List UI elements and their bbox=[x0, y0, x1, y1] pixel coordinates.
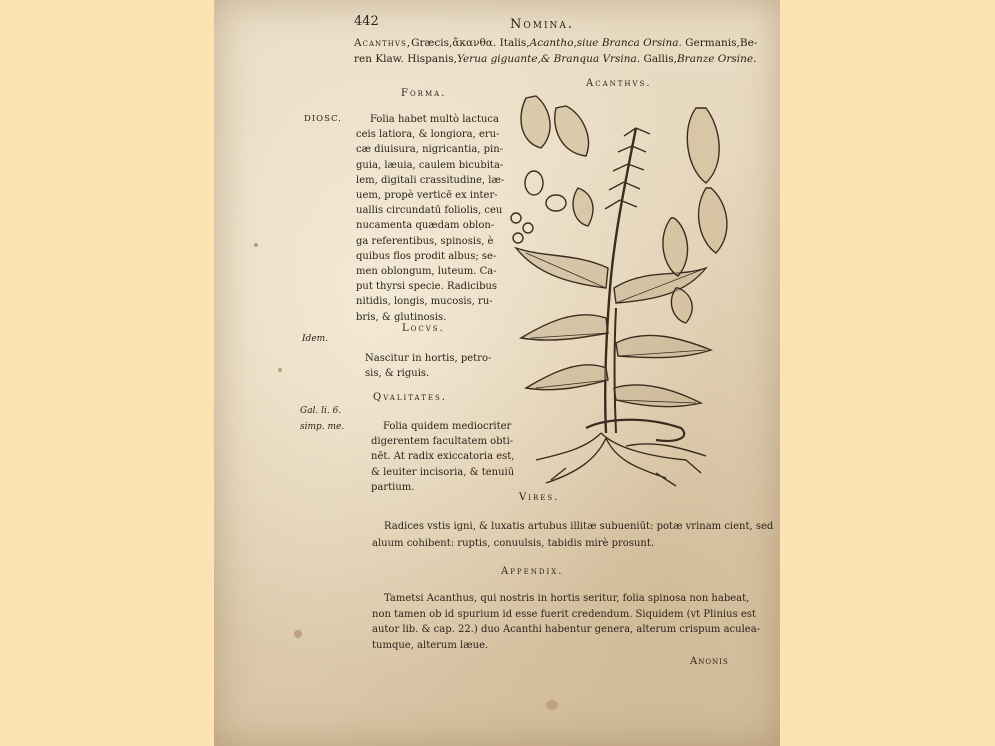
text-line: quibus flos prodit albus; se- bbox=[356, 250, 497, 262]
text-line: cæ diuisura, nigricantia, pin- bbox=[356, 144, 504, 156]
nomina-part: Græcis, bbox=[411, 37, 453, 49]
text-line: tumque, alterum læue. bbox=[372, 639, 489, 651]
text-line: nitidis, longis, mucosis, ru- bbox=[356, 296, 493, 308]
nomina-part: Branze Orsine. bbox=[676, 53, 757, 65]
text-line: & leuiter incisoria, & tenuiū bbox=[371, 466, 515, 478]
nomina-part: Acanthvs, bbox=[354, 37, 412, 49]
locus-text bbox=[365, 351, 491, 381]
text-line: digerentem facultatem obti- bbox=[371, 436, 514, 448]
text-line: Tametsi Acanthus, qui nostris in hortis seritur, folia spinosa non habeat, bbox=[384, 593, 750, 604]
ink-speck bbox=[278, 368, 282, 372]
text-line: nucamenta quædam oblon- bbox=[356, 220, 495, 232]
nomina-part: ren Klaw. bbox=[354, 53, 404, 65]
locus-margin-note: Idem. bbox=[302, 334, 329, 344]
qualitates-text bbox=[371, 419, 514, 495]
nomina-line-1 bbox=[354, 37, 757, 49]
text-line: sis, & riguis. bbox=[365, 368, 430, 380]
text-line: autor lib. & cap. 22.) duo Acanthi habentur genera, alterum crispum aculea- bbox=[372, 624, 761, 635]
nomina-part: Acantho,siue Branca Orsina. bbox=[529, 37, 682, 49]
vires-heading: Vires. bbox=[519, 492, 560, 503]
text-line: Radices vstis igni, & luxatis artubus illitæ subueniūt: potæ vrinam cient, sed bbox=[384, 521, 774, 532]
page-number: 442 bbox=[354, 14, 379, 29]
text-line: lem, digitali crassitudine, læ- bbox=[356, 174, 505, 186]
text-line: aluum cohibent: ruptis, conuulsis, tabidis mirè prosunt. bbox=[372, 538, 655, 549]
book-page bbox=[214, 0, 780, 746]
text-line: Folia quidem mediocriter bbox=[383, 421, 512, 432]
text-line: ga referentibus, spinosis, è bbox=[356, 235, 494, 247]
forma-heading: Forma. bbox=[401, 88, 447, 99]
appendix-heading: Appendix. bbox=[501, 566, 564, 577]
text-line: uem, propè verticē ex inter- bbox=[356, 190, 498, 202]
text-line: Folia habet multò lactuca bbox=[370, 114, 499, 125]
text-line: bris, & glutinosis. bbox=[356, 311, 447, 323]
text-line: men oblongum, luteum. Ca- bbox=[356, 266, 497, 278]
appendix-text bbox=[372, 591, 760, 653]
text-line: guia, læuia, caulem bicubita- bbox=[356, 159, 504, 171]
nomina-part: Be- bbox=[739, 37, 758, 49]
qualitates-margin-note: Gal. li. 6. bbox=[300, 406, 342, 416]
forma-margin-note: DIOSC. bbox=[304, 114, 342, 124]
ink-speck bbox=[254, 243, 258, 247]
qualitates-margin-note: simp. me. bbox=[300, 422, 345, 432]
nomina-part: Hispanis, bbox=[403, 53, 457, 65]
text-line: non tamen ob id spurium id esse fuerit credendum. Siquidem (vt Plinius est bbox=[372, 608, 756, 620]
forma-text bbox=[356, 112, 516, 325]
text-line: put thyrsi specie. Radicibus bbox=[356, 281, 498, 293]
qualitates-heading: Qvalitates. bbox=[373, 392, 447, 403]
text-line: nēt. At radix exiccatoria est, bbox=[371, 451, 515, 463]
nomina-line-2 bbox=[354, 53, 756, 65]
text-line: uallis circundatū foliolis, ceu bbox=[356, 205, 503, 217]
text-line: ceis latiora, & longiora, eru- bbox=[356, 129, 500, 141]
locus-heading: Locvs. bbox=[402, 323, 445, 334]
nomina-part: Gallis, bbox=[640, 53, 677, 65]
nomina-part: ἄκανθα. bbox=[452, 37, 497, 49]
catchword: Anonis bbox=[690, 656, 729, 667]
nomina-part: Italis, bbox=[496, 37, 530, 49]
vires-text bbox=[372, 518, 773, 552]
text-line: partium. bbox=[371, 481, 415, 493]
nomina-part: Yerua giguante,& Branqua Vrsina. bbox=[456, 53, 641, 65]
acanthus-illustration bbox=[506, 88, 746, 498]
text-line: Nascitur in hortis, petro- bbox=[365, 353, 492, 364]
running-header: Nomina. bbox=[510, 17, 575, 32]
ink-speck bbox=[294, 630, 302, 638]
illustration-caption: Acanthvs. bbox=[586, 78, 652, 89]
nomina-part: Germanis, bbox=[681, 37, 740, 49]
ink-speck bbox=[546, 700, 558, 710]
